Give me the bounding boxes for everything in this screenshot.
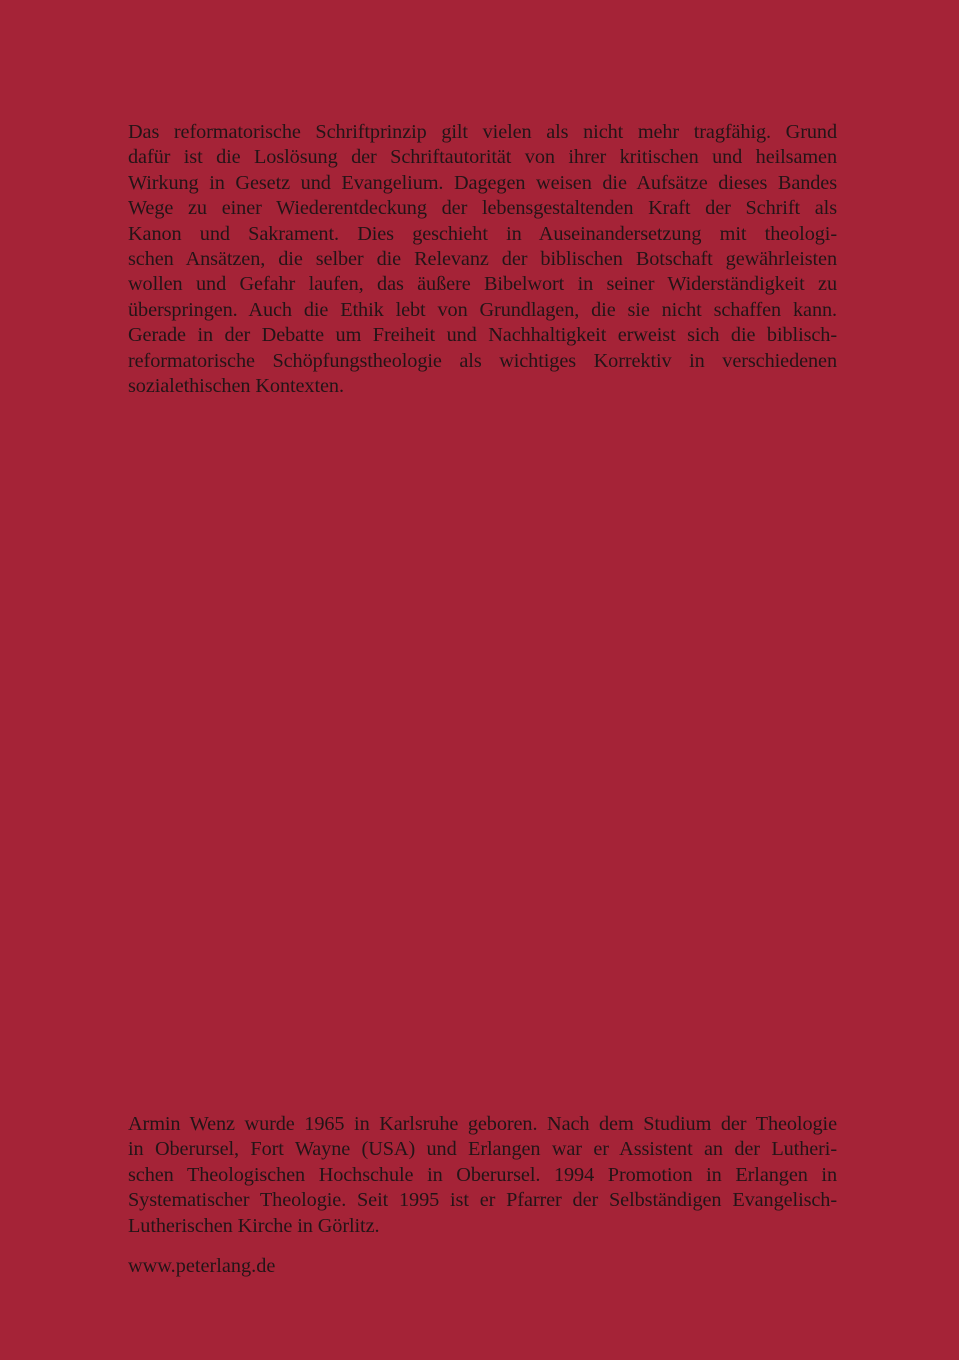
biography-line: Systematischer Theologie. Seit 1995 ist er Pfarrer der Selbständigen Evangelisch- bbox=[128, 1189, 837, 1212]
description-line: Kanon und Sakrament. Dies geschieht in Auseinandersetzung mit theologi- bbox=[128, 222, 837, 245]
description-line: überspringen. Auch die Ethik lebt von Grundlagen, die sie nicht schaffen kann. bbox=[128, 298, 837, 321]
description-line: sozialethischen Kontexten. bbox=[128, 375, 344, 398]
description-line: wollen und Gefahr laufen, das äußere Bibelwort in seiner Widerständigkeit zu bbox=[128, 273, 837, 296]
description-line: Wirkung in Gesetz und Evangelium. Dagegen weisen die Aufsätze dieses Bandes bbox=[128, 171, 837, 194]
biography-line: schen Theologischen Hochschule in Oberursel. 1994 Promotion in Erlangen in bbox=[128, 1163, 837, 1186]
description-line: Wege zu einer Wiederentdeckung der lebensgestaltenden Kraft der Schrift als bbox=[128, 197, 837, 220]
description-line: dafür ist die Loslösung der Schriftautorität von ihrer kritischen und heilsamen bbox=[128, 146, 837, 169]
description-line: schen Ansätzen, die selber die Relevanz der biblischen Botschaft gewährleisten bbox=[128, 248, 837, 271]
biography-line: Armin Wenz wurde 1965 in Karlsruhe geboren. Nach dem Studium der Theologie bbox=[128, 1113, 837, 1135]
biography-line: Lutherischen Kirche in Görlitz. bbox=[128, 1214, 380, 1237]
description-line: Gerade in der Debatte um Freiheit und Nachhaltigkeit erweist sich die biblisch- bbox=[128, 324, 837, 347]
author-biography bbox=[128, 1112, 837, 1239]
biography-line: in Oberursel, Fort Wayne (USA) und Erlangen war er Assistent an der Lutheri- bbox=[128, 1138, 837, 1161]
description-line: Das reformatorische Schriftprinzip gilt vielen als nicht mehr tragfähig. Grund bbox=[128, 121, 837, 143]
publisher-website: www.peterlang.de bbox=[128, 1255, 276, 1277]
description-line: reformatorische Schöpfungstheologie als wichtiges Korrektiv in verschiedenen bbox=[128, 349, 837, 372]
book-description bbox=[128, 120, 837, 399]
